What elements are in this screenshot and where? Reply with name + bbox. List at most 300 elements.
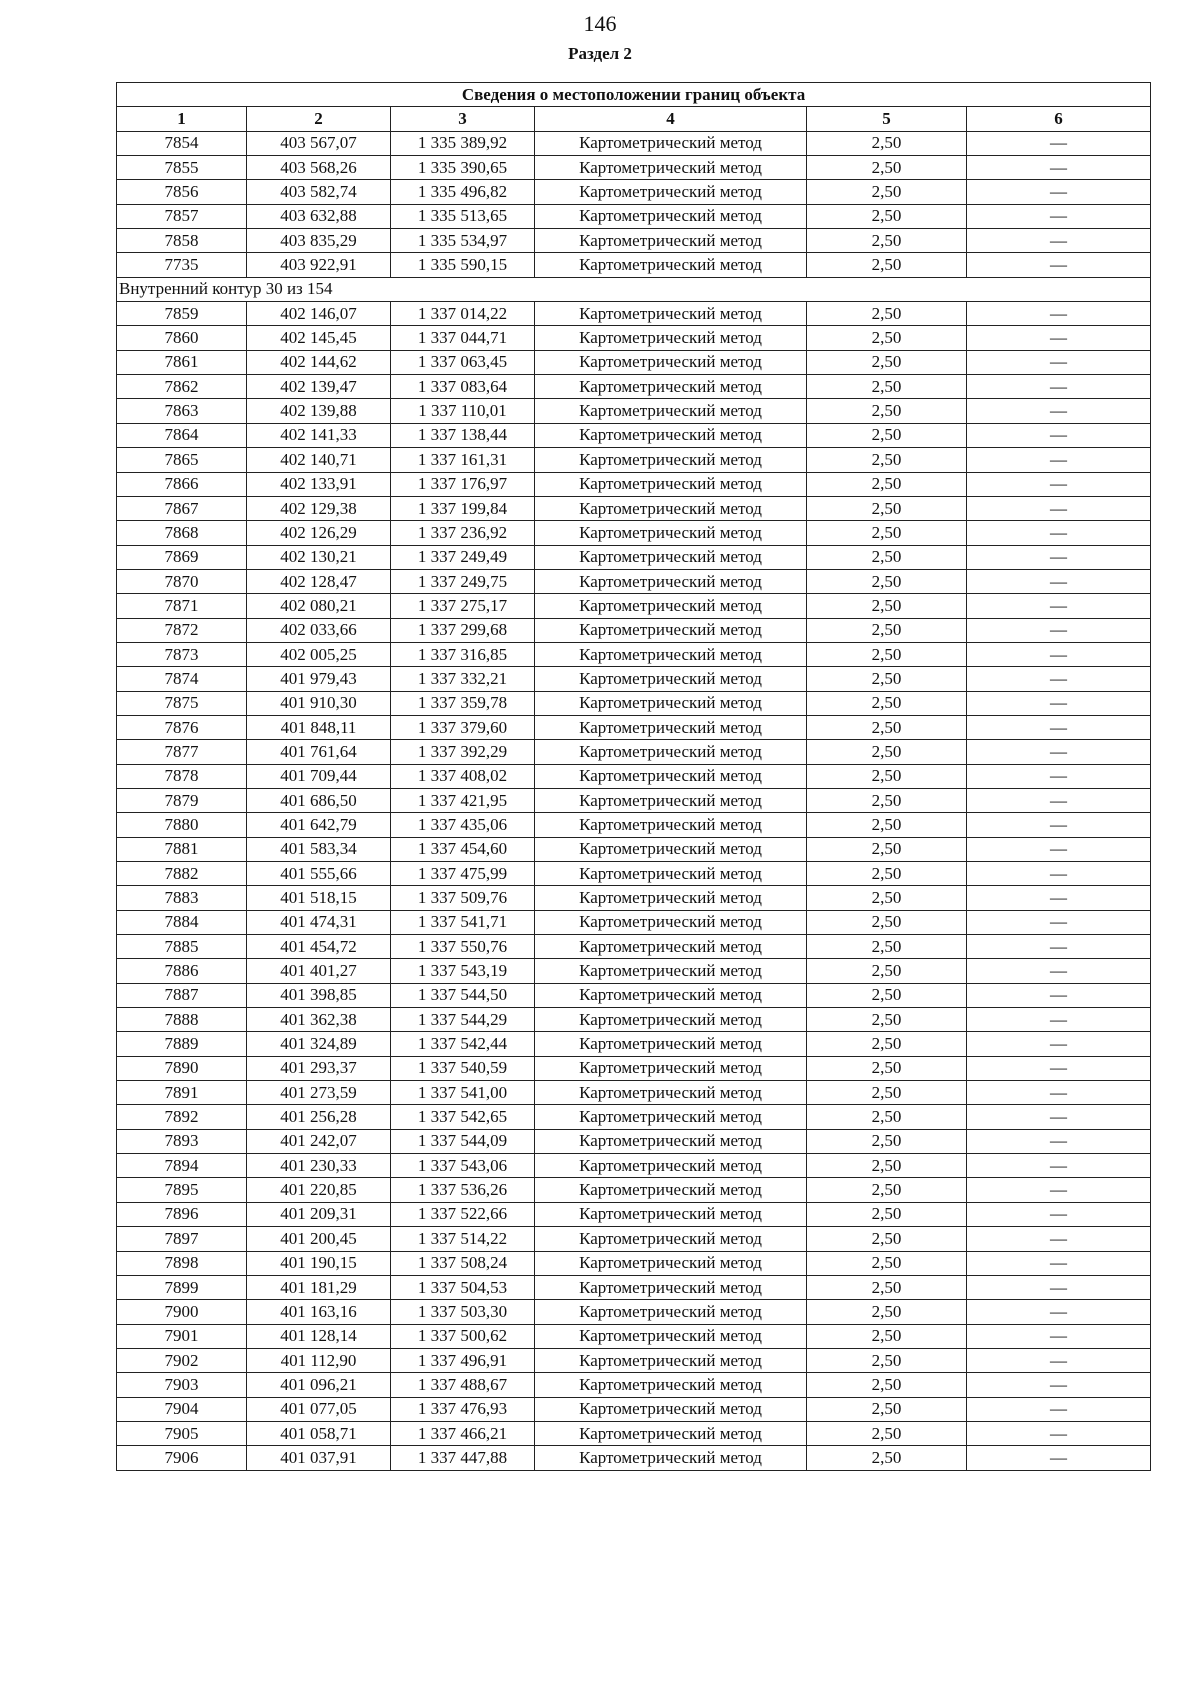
coordinate-y-cell: 1 335 590,15 bbox=[391, 253, 535, 277]
accuracy-cell: 2,50 bbox=[807, 569, 967, 593]
point-number-cell: 7899 bbox=[117, 1275, 247, 1299]
description-cell: — bbox=[967, 1154, 1151, 1178]
coordinate-y-cell: 1 337 249,49 bbox=[391, 545, 535, 569]
accuracy-cell: 2,50 bbox=[807, 1008, 967, 1032]
table-row bbox=[117, 594, 1151, 618]
coordinate-y-cell: 1 337 542,44 bbox=[391, 1032, 535, 1056]
table-row bbox=[117, 1300, 1151, 1324]
description-cell: — bbox=[967, 1348, 1151, 1372]
accuracy-cell: 2,50 bbox=[807, 983, 967, 1007]
point-number-cell: 7865 bbox=[117, 448, 247, 472]
method-cell: Картометрический метод bbox=[535, 862, 807, 886]
coordinate-x-cell: 401 910,30 bbox=[247, 691, 391, 715]
point-number-cell: 7871 bbox=[117, 594, 247, 618]
coordinate-y-cell: 1 337 475,99 bbox=[391, 862, 535, 886]
coordinate-y-cell: 1 337 500,62 bbox=[391, 1324, 535, 1348]
coordinate-x-cell: 401 583,34 bbox=[247, 837, 391, 861]
accuracy-cell: 2,50 bbox=[807, 399, 967, 423]
description-cell: — bbox=[967, 521, 1151, 545]
table-row bbox=[117, 253, 1151, 277]
accuracy-cell: 2,50 bbox=[807, 1397, 967, 1421]
coordinate-x-cell: 401 398,85 bbox=[247, 983, 391, 1007]
point-number-cell: 7904 bbox=[117, 1397, 247, 1421]
accuracy-cell: 2,50 bbox=[807, 1324, 967, 1348]
column-header-row bbox=[117, 107, 1151, 131]
point-number-cell: 7860 bbox=[117, 326, 247, 350]
accuracy-cell: 2,50 bbox=[807, 813, 967, 837]
coordinate-x-cell: 401 181,29 bbox=[247, 1275, 391, 1299]
table-row bbox=[117, 423, 1151, 447]
description-cell: — bbox=[967, 448, 1151, 472]
table-row bbox=[117, 1178, 1151, 1202]
coordinate-x-cell: 401 454,72 bbox=[247, 935, 391, 959]
description-cell: — bbox=[967, 180, 1151, 204]
coordinate-x-cell: 401 128,14 bbox=[247, 1324, 391, 1348]
accuracy-cell: 2,50 bbox=[807, 131, 967, 155]
accuracy-cell: 2,50 bbox=[807, 1446, 967, 1470]
coordinate-x-cell: 403 835,29 bbox=[247, 229, 391, 253]
method-cell: Картометрический метод bbox=[535, 886, 807, 910]
method-cell: Картометрический метод bbox=[535, 375, 807, 399]
accuracy-cell: 2,50 bbox=[807, 862, 967, 886]
method-cell: Картометрический метод bbox=[535, 667, 807, 691]
accuracy-cell: 2,50 bbox=[807, 1227, 967, 1251]
coordinate-y-cell: 1 337 359,78 bbox=[391, 691, 535, 715]
method-cell: Картометрический метод bbox=[535, 594, 807, 618]
method-cell: Картометрический метод bbox=[535, 642, 807, 666]
coordinate-x-cell: 401 190,15 bbox=[247, 1251, 391, 1275]
accuracy-cell: 2,50 bbox=[807, 1105, 967, 1129]
coordinate-y-cell: 1 337 503,30 bbox=[391, 1300, 535, 1324]
contour-label: Внутренний контур 30 из 154 bbox=[117, 277, 1151, 301]
coordinate-x-cell: 402 080,21 bbox=[247, 594, 391, 618]
accuracy-cell: 2,50 bbox=[807, 886, 967, 910]
table-row bbox=[117, 715, 1151, 739]
coordinate-x-cell: 402 128,47 bbox=[247, 569, 391, 593]
description-cell: — bbox=[967, 1129, 1151, 1153]
method-cell: Картометрический метод bbox=[535, 350, 807, 374]
point-number-cell: 7869 bbox=[117, 545, 247, 569]
coordinate-x-cell: 401 555,66 bbox=[247, 862, 391, 886]
description-cell: — bbox=[967, 1202, 1151, 1226]
accuracy-cell: 2,50 bbox=[807, 496, 967, 520]
point-number-cell: 7880 bbox=[117, 813, 247, 837]
description-cell: — bbox=[967, 326, 1151, 350]
method-cell: Картометрический метод bbox=[535, 204, 807, 228]
table-row bbox=[117, 1032, 1151, 1056]
point-number-cell: 7877 bbox=[117, 740, 247, 764]
description-cell: — bbox=[967, 642, 1151, 666]
coordinate-x-cell: 401 242,07 bbox=[247, 1129, 391, 1153]
coordinate-y-cell: 1 337 199,84 bbox=[391, 496, 535, 520]
description-cell: — bbox=[967, 545, 1151, 569]
accuracy-cell: 2,50 bbox=[807, 1154, 967, 1178]
method-cell: Картометрический метод bbox=[535, 1227, 807, 1251]
method-cell: Картометрический метод bbox=[535, 131, 807, 155]
coordinate-y-cell: 1 337 508,24 bbox=[391, 1251, 535, 1275]
coordinate-x-cell: 402 126,29 bbox=[247, 521, 391, 545]
table-row bbox=[117, 326, 1151, 350]
accuracy-cell: 2,50 bbox=[807, 740, 967, 764]
point-number-cell: 7867 bbox=[117, 496, 247, 520]
description-cell: — bbox=[967, 1446, 1151, 1470]
table-row bbox=[117, 983, 1151, 1007]
method-cell: Картометрический метод bbox=[535, 569, 807, 593]
point-number-cell: 7905 bbox=[117, 1421, 247, 1445]
description-cell: — bbox=[967, 1373, 1151, 1397]
point-number-cell: 7872 bbox=[117, 618, 247, 642]
point-number-cell: 7735 bbox=[117, 253, 247, 277]
accuracy-cell: 2,50 bbox=[807, 618, 967, 642]
accuracy-cell: 2,50 bbox=[807, 1421, 967, 1445]
table-row bbox=[117, 910, 1151, 934]
coordinate-y-cell: 1 337 083,64 bbox=[391, 375, 535, 399]
point-number-cell: 7881 bbox=[117, 837, 247, 861]
method-cell: Картометрический метод bbox=[535, 1397, 807, 1421]
method-cell: Картометрический метод bbox=[535, 1105, 807, 1129]
description-cell: — bbox=[967, 1178, 1151, 1202]
accuracy-cell: 2,50 bbox=[807, 788, 967, 812]
coordinate-y-cell: 1 337 544,29 bbox=[391, 1008, 535, 1032]
coordinate-y-cell: 1 337 540,59 bbox=[391, 1056, 535, 1080]
coordinate-y-cell: 1 337 509,76 bbox=[391, 886, 535, 910]
table-row bbox=[117, 131, 1151, 155]
section-title: Раздел 2 bbox=[568, 44, 632, 63]
point-number-cell: 7889 bbox=[117, 1032, 247, 1056]
coordinate-x-cell: 402 145,45 bbox=[247, 326, 391, 350]
coordinate-x-cell: 401 077,05 bbox=[247, 1397, 391, 1421]
description-cell: — bbox=[967, 156, 1151, 180]
coordinate-y-cell: 1 337 550,76 bbox=[391, 935, 535, 959]
coordinate-y-cell: 1 337 544,50 bbox=[391, 983, 535, 1007]
coordinate-x-cell: 402 146,07 bbox=[247, 302, 391, 326]
point-number-cell: 7879 bbox=[117, 788, 247, 812]
method-cell: Картометрический метод bbox=[535, 715, 807, 739]
description-cell: — bbox=[967, 399, 1151, 423]
point-number-cell: 7854 bbox=[117, 131, 247, 155]
coordinate-y-cell: 1 337 249,75 bbox=[391, 569, 535, 593]
coordinate-y-cell: 1 337 299,68 bbox=[391, 618, 535, 642]
coordinate-y-cell: 1 337 236,92 bbox=[391, 521, 535, 545]
table-row bbox=[117, 1154, 1151, 1178]
method-cell: Картометрический метод bbox=[535, 813, 807, 837]
table-row bbox=[117, 156, 1151, 180]
coordinate-y-cell: 1 337 408,02 bbox=[391, 764, 535, 788]
coordinate-x-cell: 401 686,50 bbox=[247, 788, 391, 812]
accuracy-cell: 2,50 bbox=[807, 180, 967, 204]
description-cell: — bbox=[967, 594, 1151, 618]
description-cell: — bbox=[967, 935, 1151, 959]
point-number-cell: 7874 bbox=[117, 667, 247, 691]
coordinate-y-cell: 1 335 513,65 bbox=[391, 204, 535, 228]
coordinate-x-cell: 401 518,15 bbox=[247, 886, 391, 910]
accuracy-cell: 2,50 bbox=[807, 326, 967, 350]
description-cell: — bbox=[967, 910, 1151, 934]
accuracy-cell: 2,50 bbox=[807, 1202, 967, 1226]
table-row bbox=[117, 569, 1151, 593]
description-cell: — bbox=[967, 1105, 1151, 1129]
method-cell: Картометрический метод bbox=[535, 691, 807, 715]
method-cell: Картометрический метод bbox=[535, 1275, 807, 1299]
column-header: 1 bbox=[117, 107, 247, 131]
coordinate-y-cell: 1 337 379,60 bbox=[391, 715, 535, 739]
point-number-cell: 7895 bbox=[117, 1178, 247, 1202]
table-row bbox=[117, 837, 1151, 861]
accuracy-cell: 2,50 bbox=[807, 204, 967, 228]
description-cell: — bbox=[967, 253, 1151, 277]
method-cell: Картометрический метод bbox=[535, 1300, 807, 1324]
table-row bbox=[117, 740, 1151, 764]
point-number-cell: 7884 bbox=[117, 910, 247, 934]
point-number-cell: 7878 bbox=[117, 764, 247, 788]
method-cell: Картометрический метод bbox=[535, 1154, 807, 1178]
point-number-cell: 7861 bbox=[117, 350, 247, 374]
table-row bbox=[117, 1202, 1151, 1226]
description-cell: — bbox=[967, 764, 1151, 788]
coordinate-x-cell: 401 230,33 bbox=[247, 1154, 391, 1178]
column-header: 4 bbox=[535, 107, 807, 131]
coordinate-x-cell: 401 474,31 bbox=[247, 910, 391, 934]
description-cell: — bbox=[967, 618, 1151, 642]
coordinate-x-cell: 401 362,38 bbox=[247, 1008, 391, 1032]
table-row bbox=[117, 764, 1151, 788]
description-cell: — bbox=[967, 1081, 1151, 1105]
coordinate-y-cell: 1 337 514,22 bbox=[391, 1227, 535, 1251]
table-row bbox=[117, 1008, 1151, 1032]
accuracy-cell: 2,50 bbox=[807, 302, 967, 326]
coordinate-y-cell: 1 337 543,19 bbox=[391, 959, 535, 983]
description-cell: — bbox=[967, 959, 1151, 983]
table-row bbox=[117, 959, 1151, 983]
coordinate-x-cell: 401 273,59 bbox=[247, 1081, 391, 1105]
accuracy-cell: 2,50 bbox=[807, 935, 967, 959]
coordinate-y-cell: 1 337 536,26 bbox=[391, 1178, 535, 1202]
method-cell: Картометрический метод bbox=[535, 1421, 807, 1445]
accuracy-cell: 2,50 bbox=[807, 350, 967, 374]
point-number-cell: 7885 bbox=[117, 935, 247, 959]
point-number-cell: 7855 bbox=[117, 156, 247, 180]
point-number-cell: 7883 bbox=[117, 886, 247, 910]
accuracy-cell: 2,50 bbox=[807, 448, 967, 472]
table-row bbox=[117, 496, 1151, 520]
point-number-cell: 7857 bbox=[117, 204, 247, 228]
table-row bbox=[117, 399, 1151, 423]
coordinate-x-cell: 401 112,90 bbox=[247, 1348, 391, 1372]
coordinate-y-cell: 1 337 454,60 bbox=[391, 837, 535, 861]
coordinate-x-cell: 401 200,45 bbox=[247, 1227, 391, 1251]
coordinate-x-cell: 401 293,37 bbox=[247, 1056, 391, 1080]
point-number-cell: 7893 bbox=[117, 1129, 247, 1153]
table-row bbox=[117, 448, 1151, 472]
table-row bbox=[117, 788, 1151, 812]
coordinate-y-cell: 1 337 316,85 bbox=[391, 642, 535, 666]
description-cell: — bbox=[967, 691, 1151, 715]
method-cell: Картометрический метод bbox=[535, 837, 807, 861]
point-number-cell: 7863 bbox=[117, 399, 247, 423]
coordinate-x-cell: 401 163,16 bbox=[247, 1300, 391, 1324]
method-cell: Картометрический метод bbox=[535, 1373, 807, 1397]
table-caption-row bbox=[117, 83, 1151, 107]
table-row bbox=[117, 667, 1151, 691]
method-cell: Картометрический метод bbox=[535, 448, 807, 472]
description-cell: — bbox=[967, 1421, 1151, 1445]
description-cell: — bbox=[967, 788, 1151, 812]
table-row bbox=[117, 1275, 1151, 1299]
table-caption: Сведения о местоположении границ объекта bbox=[117, 83, 1151, 107]
coordinate-x-cell: 401 256,28 bbox=[247, 1105, 391, 1129]
accuracy-cell: 2,50 bbox=[807, 837, 967, 861]
method-cell: Картометрический метод bbox=[535, 1032, 807, 1056]
point-number-cell: 7882 bbox=[117, 862, 247, 886]
method-cell: Картометрический метод bbox=[535, 229, 807, 253]
accuracy-cell: 2,50 bbox=[807, 156, 967, 180]
point-number-cell: 7868 bbox=[117, 521, 247, 545]
table-body bbox=[117, 131, 1151, 1470]
table-row bbox=[117, 618, 1151, 642]
table-row bbox=[117, 1324, 1151, 1348]
coordinate-x-cell: 401 058,71 bbox=[247, 1421, 391, 1445]
method-cell: Картометрический метод bbox=[535, 1348, 807, 1372]
accuracy-cell: 2,50 bbox=[807, 691, 967, 715]
point-number-cell: 7902 bbox=[117, 1348, 247, 1372]
coordinate-y-cell: 1 335 534,97 bbox=[391, 229, 535, 253]
coordinate-x-cell: 402 139,47 bbox=[247, 375, 391, 399]
table-row bbox=[117, 1421, 1151, 1445]
table-row bbox=[117, 1348, 1151, 1372]
description-cell: — bbox=[967, 862, 1151, 886]
method-cell: Картометрический метод bbox=[535, 1202, 807, 1226]
point-number-cell: 7876 bbox=[117, 715, 247, 739]
point-number-cell: 7862 bbox=[117, 375, 247, 399]
method-cell: Картометрический метод bbox=[535, 423, 807, 447]
method-cell: Картометрический метод bbox=[535, 618, 807, 642]
coordinate-x-cell: 402 141,33 bbox=[247, 423, 391, 447]
coordinate-x-cell: 402 130,21 bbox=[247, 545, 391, 569]
accuracy-cell: 2,50 bbox=[807, 1129, 967, 1153]
point-number-cell: 7870 bbox=[117, 569, 247, 593]
table-row bbox=[117, 1446, 1151, 1470]
description-cell: — bbox=[967, 350, 1151, 374]
method-cell: Картометрический метод bbox=[535, 788, 807, 812]
accuracy-cell: 2,50 bbox=[807, 472, 967, 496]
coordinate-y-cell: 1 337 161,31 bbox=[391, 448, 535, 472]
description-cell: — bbox=[967, 375, 1151, 399]
description-cell: — bbox=[967, 1397, 1151, 1421]
coordinate-y-cell: 1 337 476,93 bbox=[391, 1397, 535, 1421]
table-row bbox=[117, 813, 1151, 837]
coordinate-x-cell: 402 005,25 bbox=[247, 642, 391, 666]
point-number-cell: 7875 bbox=[117, 691, 247, 715]
description-cell: — bbox=[967, 131, 1151, 155]
table-row bbox=[117, 1056, 1151, 1080]
accuracy-cell: 2,50 bbox=[807, 959, 967, 983]
method-cell: Картометрический метод bbox=[535, 910, 807, 934]
description-cell: — bbox=[967, 472, 1151, 496]
point-number-cell: 7866 bbox=[117, 472, 247, 496]
point-number-cell: 7892 bbox=[117, 1105, 247, 1129]
description-cell: — bbox=[967, 1324, 1151, 1348]
method-cell: Картометрический метод bbox=[535, 253, 807, 277]
description-cell: — bbox=[967, 740, 1151, 764]
description-cell: — bbox=[967, 1032, 1151, 1056]
description-cell: — bbox=[967, 1300, 1151, 1324]
description-cell: — bbox=[967, 1008, 1151, 1032]
method-cell: Картометрический метод bbox=[535, 545, 807, 569]
coordinate-y-cell: 1 337 488,67 bbox=[391, 1373, 535, 1397]
table-row bbox=[117, 545, 1151, 569]
point-number-cell: 7906 bbox=[117, 1446, 247, 1470]
coordinate-x-cell: 402 140,71 bbox=[247, 448, 391, 472]
coordinate-x-cell: 401 761,64 bbox=[247, 740, 391, 764]
description-cell: — bbox=[967, 302, 1151, 326]
column-header: 3 bbox=[391, 107, 535, 131]
method-cell: Картометрический метод bbox=[535, 764, 807, 788]
coordinate-y-cell: 1 335 496,82 bbox=[391, 180, 535, 204]
contour-row bbox=[117, 277, 1151, 301]
method-cell: Картометрический метод bbox=[535, 521, 807, 545]
table-row bbox=[117, 350, 1151, 374]
accuracy-cell: 2,50 bbox=[807, 1275, 967, 1299]
coordinate-y-cell: 1 337 522,66 bbox=[391, 1202, 535, 1226]
coordinate-x-cell: 403 632,88 bbox=[247, 204, 391, 228]
accuracy-cell: 2,50 bbox=[807, 764, 967, 788]
accuracy-cell: 2,50 bbox=[807, 1300, 967, 1324]
coordinate-x-cell: 401 709,44 bbox=[247, 764, 391, 788]
coordinate-x-cell: 402 144,62 bbox=[247, 350, 391, 374]
description-cell: — bbox=[967, 569, 1151, 593]
description-cell: — bbox=[967, 229, 1151, 253]
point-number-cell: 7858 bbox=[117, 229, 247, 253]
point-number-cell: 7891 bbox=[117, 1081, 247, 1105]
point-number-cell: 7897 bbox=[117, 1227, 247, 1251]
description-cell: — bbox=[967, 1227, 1151, 1251]
column-header: 5 bbox=[807, 107, 967, 131]
accuracy-cell: 2,50 bbox=[807, 1348, 967, 1372]
description-cell: — bbox=[967, 886, 1151, 910]
table-row bbox=[117, 1251, 1151, 1275]
coordinate-y-cell: 1 337 544,09 bbox=[391, 1129, 535, 1153]
method-cell: Картометрический метод bbox=[535, 959, 807, 983]
column-header: 6 bbox=[967, 107, 1151, 131]
point-number-cell: 7856 bbox=[117, 180, 247, 204]
coordinate-y-cell: 1 337 332,21 bbox=[391, 667, 535, 691]
coordinate-x-cell: 402 133,91 bbox=[247, 472, 391, 496]
coordinate-x-cell: 402 129,38 bbox=[247, 496, 391, 520]
accuracy-cell: 2,50 bbox=[807, 1178, 967, 1202]
description-cell: — bbox=[967, 1275, 1151, 1299]
column-header: 2 bbox=[247, 107, 391, 131]
accuracy-cell: 2,50 bbox=[807, 667, 967, 691]
coordinate-y-cell: 1 337 543,06 bbox=[391, 1154, 535, 1178]
point-number-cell: 7890 bbox=[117, 1056, 247, 1080]
coordinate-x-cell: 401 324,89 bbox=[247, 1032, 391, 1056]
accuracy-cell: 2,50 bbox=[807, 229, 967, 253]
table-row bbox=[117, 1129, 1151, 1153]
table-row bbox=[117, 1397, 1151, 1421]
table-row bbox=[117, 204, 1151, 228]
coordinate-y-cell: 1 337 275,17 bbox=[391, 594, 535, 618]
coordinate-x-cell: 401 848,11 bbox=[247, 715, 391, 739]
method-cell: Картометрический метод bbox=[535, 1008, 807, 1032]
method-cell: Картометрический метод bbox=[535, 983, 807, 1007]
coordinate-x-cell: 401 642,79 bbox=[247, 813, 391, 837]
coordinate-x-cell: 401 209,31 bbox=[247, 1202, 391, 1226]
table-row bbox=[117, 886, 1151, 910]
point-number-cell: 7864 bbox=[117, 423, 247, 447]
coordinate-y-cell: 1 337 504,53 bbox=[391, 1275, 535, 1299]
description-cell: — bbox=[967, 1251, 1151, 1275]
coordinate-y-cell: 1 335 389,92 bbox=[391, 131, 535, 155]
